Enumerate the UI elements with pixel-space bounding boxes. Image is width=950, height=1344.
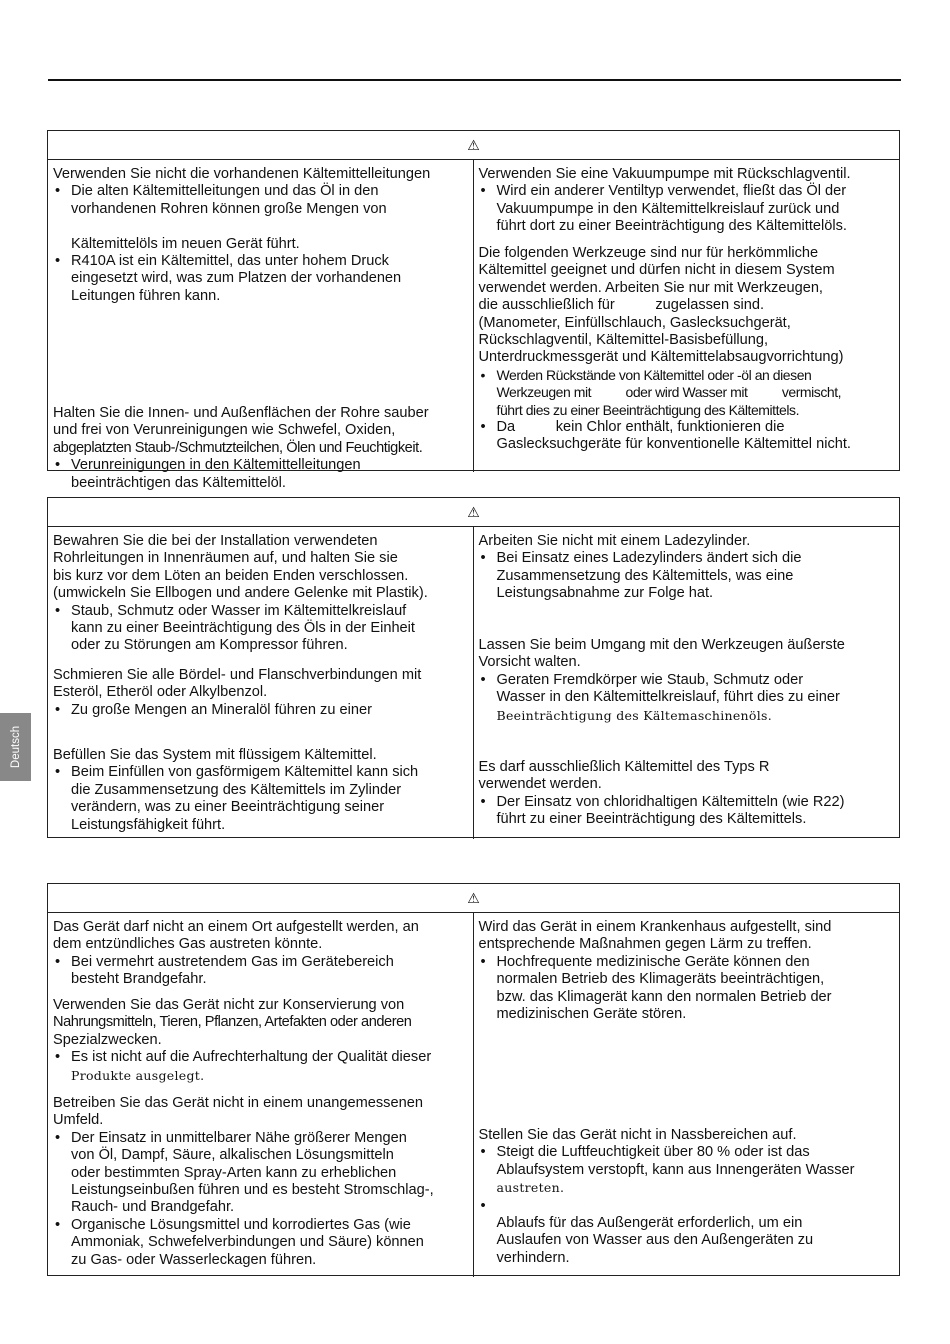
block-hospital [479,919,898,1023]
caution-box-3-header [48,884,899,913]
caution-box-1 [47,130,900,491]
block-heading: Es darf ausschließlich Kältemittel des Typs R verwendet werden. [478,759,770,793]
bullet-item: • Geraten Fremdkörper wie Staub, Schmutz oder Wasser in den Kältemittelkreislauf, führt dies zu einer Beeinträchtigung des Kältemaschinenöls. [479,672,898,725]
block-heading: Arbeiten Sie nicht mit einem Ladezylinder. [478,533,751,549]
block-charging-cylinder [479,533,898,603]
block-lubricate [53,667,471,719]
caution-box-2-left [48,527,474,839]
block-no-preservation [53,997,471,1085]
warning-triangle-icon: ⚠ [467,137,480,153]
bullet-item: • Verunreinigungen in den Kältemittelleitungen beeinträchtigen das Kältemittelöl. [53,457,471,492]
caution-box-1-left [48,160,474,491]
bullet-item: • Wird ein anderer Ventiltyp verwendet, fließt das Öl der Vakuumpumpe in den Kältemittelkreislauf zurück und führt dort zu einer Beeinträchtigung des Kältemittelöls. [479,183,898,235]
warning-triangle-icon: ⚠ [467,890,480,906]
block-refrigerant-type [479,759,898,829]
language-side-tab [0,713,31,781]
bullet-item: • Es ist nicht auf die Aufrechterhaltung der Qualität dieser Produkte ausgelegt. [53,1049,471,1085]
block-store-pipes [53,533,471,655]
bullet-item: • Hochfrequente medizinische Geräte können den normalen Betrieb des Klimageräts beeinträchtigen, bzw. das Klimagerät kann den normalen Betrieb der medizinischen Geräte stören. [479,954,898,1024]
bullet-item: • Staub, Schmutz oder Wasser im Kältemittelkreislauf kann zu einer Beeinträchtigung des Öls in der Einheit oder zu Störungen am Kompressor führen. [53,603,471,655]
bullet-item: • Beim Einfüllen von gasförmigem Kältemittel kann sich die Zusammensetzung des Kältemittels im Zylinder verändern, was zu einer Beeinträchtigung seiner Leistungsfähigkeit führt. [53,764,471,834]
bullet-item: • Der Einsatz von chloridhaltigen Kältemitteln (wie R22) führt zu einer Beeinträchtigung des Kältemittels. [479,794,898,829]
block-vacuum-pump [479,166,898,236]
block-tools [479,245,898,454]
block-heading: Verwenden Sie das Gerät nicht zur Konservierung von Nahrungsmitteln, Tieren, Pflanzen, Artefakten oder anderen Spezialzwecken. [53,997,412,1048]
block-heading: Bewahren Sie die bei der Installation verwendeten Rohrleitungen in Innenräumen auf, und halten Sie sie bis kurz vor dem Löten an beiden Enden verschlossen. (umwickeln Sie Ellbogen und andere Gelenke mit Plastik). [53,533,428,602]
block-liquid-refrigerant [53,747,471,834]
caution-box-2-header [48,498,899,527]
block-existing-pipes [53,166,471,305]
block-flammable-gas [53,919,471,989]
bullet-item: • Steigt die Luftfeuchtigkeit über 80 % oder ist das Ablaufsystem verstopft, kann aus Innengeräten Wasser austreten. [479,1144,898,1197]
warning-triangle-icon: ⚠ [467,504,480,520]
bullet-item: • Bei Einsatz eines Ladezylinders ändert sich die Zusammensetzung des Kältemittels, was eine Leistungsabnahme zur Folge hat. [479,550,898,602]
block-heading: Wird das Gerät in einem Krankenhaus aufgestellt, sind entsprechende Maßnahmen gegen Lärm zu treffen. [478,919,832,953]
bullet-item: • R410A ist ein Kältemittel, das unter hohem Druck eingesetzt wird, was zum Platzen der vorhandenen Leitungen führen kann. [53,253,471,305]
block-heading: Betreiben Sie das Gerät nicht in einem unangemessenen Umfeld. [53,1095,423,1129]
block-unsuitable-environment [53,1095,471,1269]
bullet-item: • Werden Rückstände von Kältemittel oder -öl an diesen Werkzeugen mit oder wird Wasser mit vermischt, führt dies zu einer Beeinträchtigung des Kältemittels. [479,367,898,419]
block-heading: Halten Sie die Innen- und Außenflächen der Rohre sauber und frei von Verunreinigungen wie Schwefel, Oxiden, abgeplatzten Staub-/Schmutzteilchen, Ölen und Feuchtigkeit. [53,405,429,456]
block-heading: Schmieren Sie alle Bördel- und Flanschverbindungen mit Esteröl, Etheröl oder Alkylbenzol. [53,667,422,701]
bullet-item: • Die alten Kältemittelleitungen und das Öl in den vorhandenen Rohren können große Mengen von Kältemittelöls im neuen Gerät führt. [53,183,471,253]
block-tool-care [479,637,898,725]
top-rule [48,79,901,81]
block-heading: Verwenden Sie eine Vakuumpumpe mit Rückschlagventil. [478,166,851,182]
bullet-item: • Ablaufs für das Außengerät erforderlich, um ein Auslaufen von Wasser aus den Außengeräten zu verhindern. [479,1198,898,1268]
block-wet-areas [479,1127,898,1267]
caution-box-3-right [474,913,900,1277]
bullet-item: • Da kein Chlor enthält, funktionieren die Gaslecksuchgeräte für konventionelle Kältemittel nicht. [479,419,898,454]
bullet-item: • Der Einsatz in unmittelbarer Nähe größerer Mengen von Öl, Dampf, Säure, alkalischen Lösungsmitteln oder bestimmten Spray-Arten kann zu erheblichen Leistungseinbußen führen und es besteht Stromschlag-, Rauch- und Brandgefahr. [53,1130,471,1217]
block-heading: Verwenden Sie nicht die vorhandenen Kältemittelleitungen [53,166,431,182]
bullet-item: • Organische Lösungsmittel und korrodiertes Gas (wie Ammoniak, Schwefelverbindungen und Säure) können zu Gas- oder Wasserleckagen führen. [53,1217,471,1269]
caution-box-1-right [474,160,900,472]
bullet-item: • Bei vermehrt austretendem Gas im Gerätebereich besteht Brandgefahr. [53,954,471,989]
block-heading: Stellen Sie das Gerät nicht in Nassbereichen auf. [478,1127,797,1143]
block-heading: Befüllen Sie das System mit flüssigem Kältemittel. [53,747,377,763]
caution-box-3-left [48,913,474,1277]
caution-box-2 [47,497,900,838]
block-clean-pipes [53,405,471,492]
caution-box-3 [47,883,900,1276]
caution-box-1-header [48,131,899,160]
block-heading: Lassen Sie beim Umgang mit den Werkzeugen äußerste Vorsicht walten. [478,637,845,671]
bullet-item: • Zu große Mengen an Mineralöl führen zu einer [53,702,471,719]
language-label: Deutsch [9,725,22,769]
block-heading: Die folgenden Werkzeuge sind nur für herkömmliche Kältemittel geeignet und dürfen nicht in diesem System verwendet werden. Arbeiten Sie nur mit Werkzeugen, die ausschließlich für zugelassen sind. (Manometer, Einfüllschlauch, Gaslecksuchgerät, Rückschlagventil, Kältemittel-Basisbefüllung, Unterdruckmessgerät und Kältemittelabsaugvorrichtung) [478,245,844,366]
caution-box-2-right [474,527,900,839]
block-heading: Das Gerät darf nicht an einem Ort aufgestellt werden, an dem entzündliches Gas austreten könnte. [53,919,419,953]
